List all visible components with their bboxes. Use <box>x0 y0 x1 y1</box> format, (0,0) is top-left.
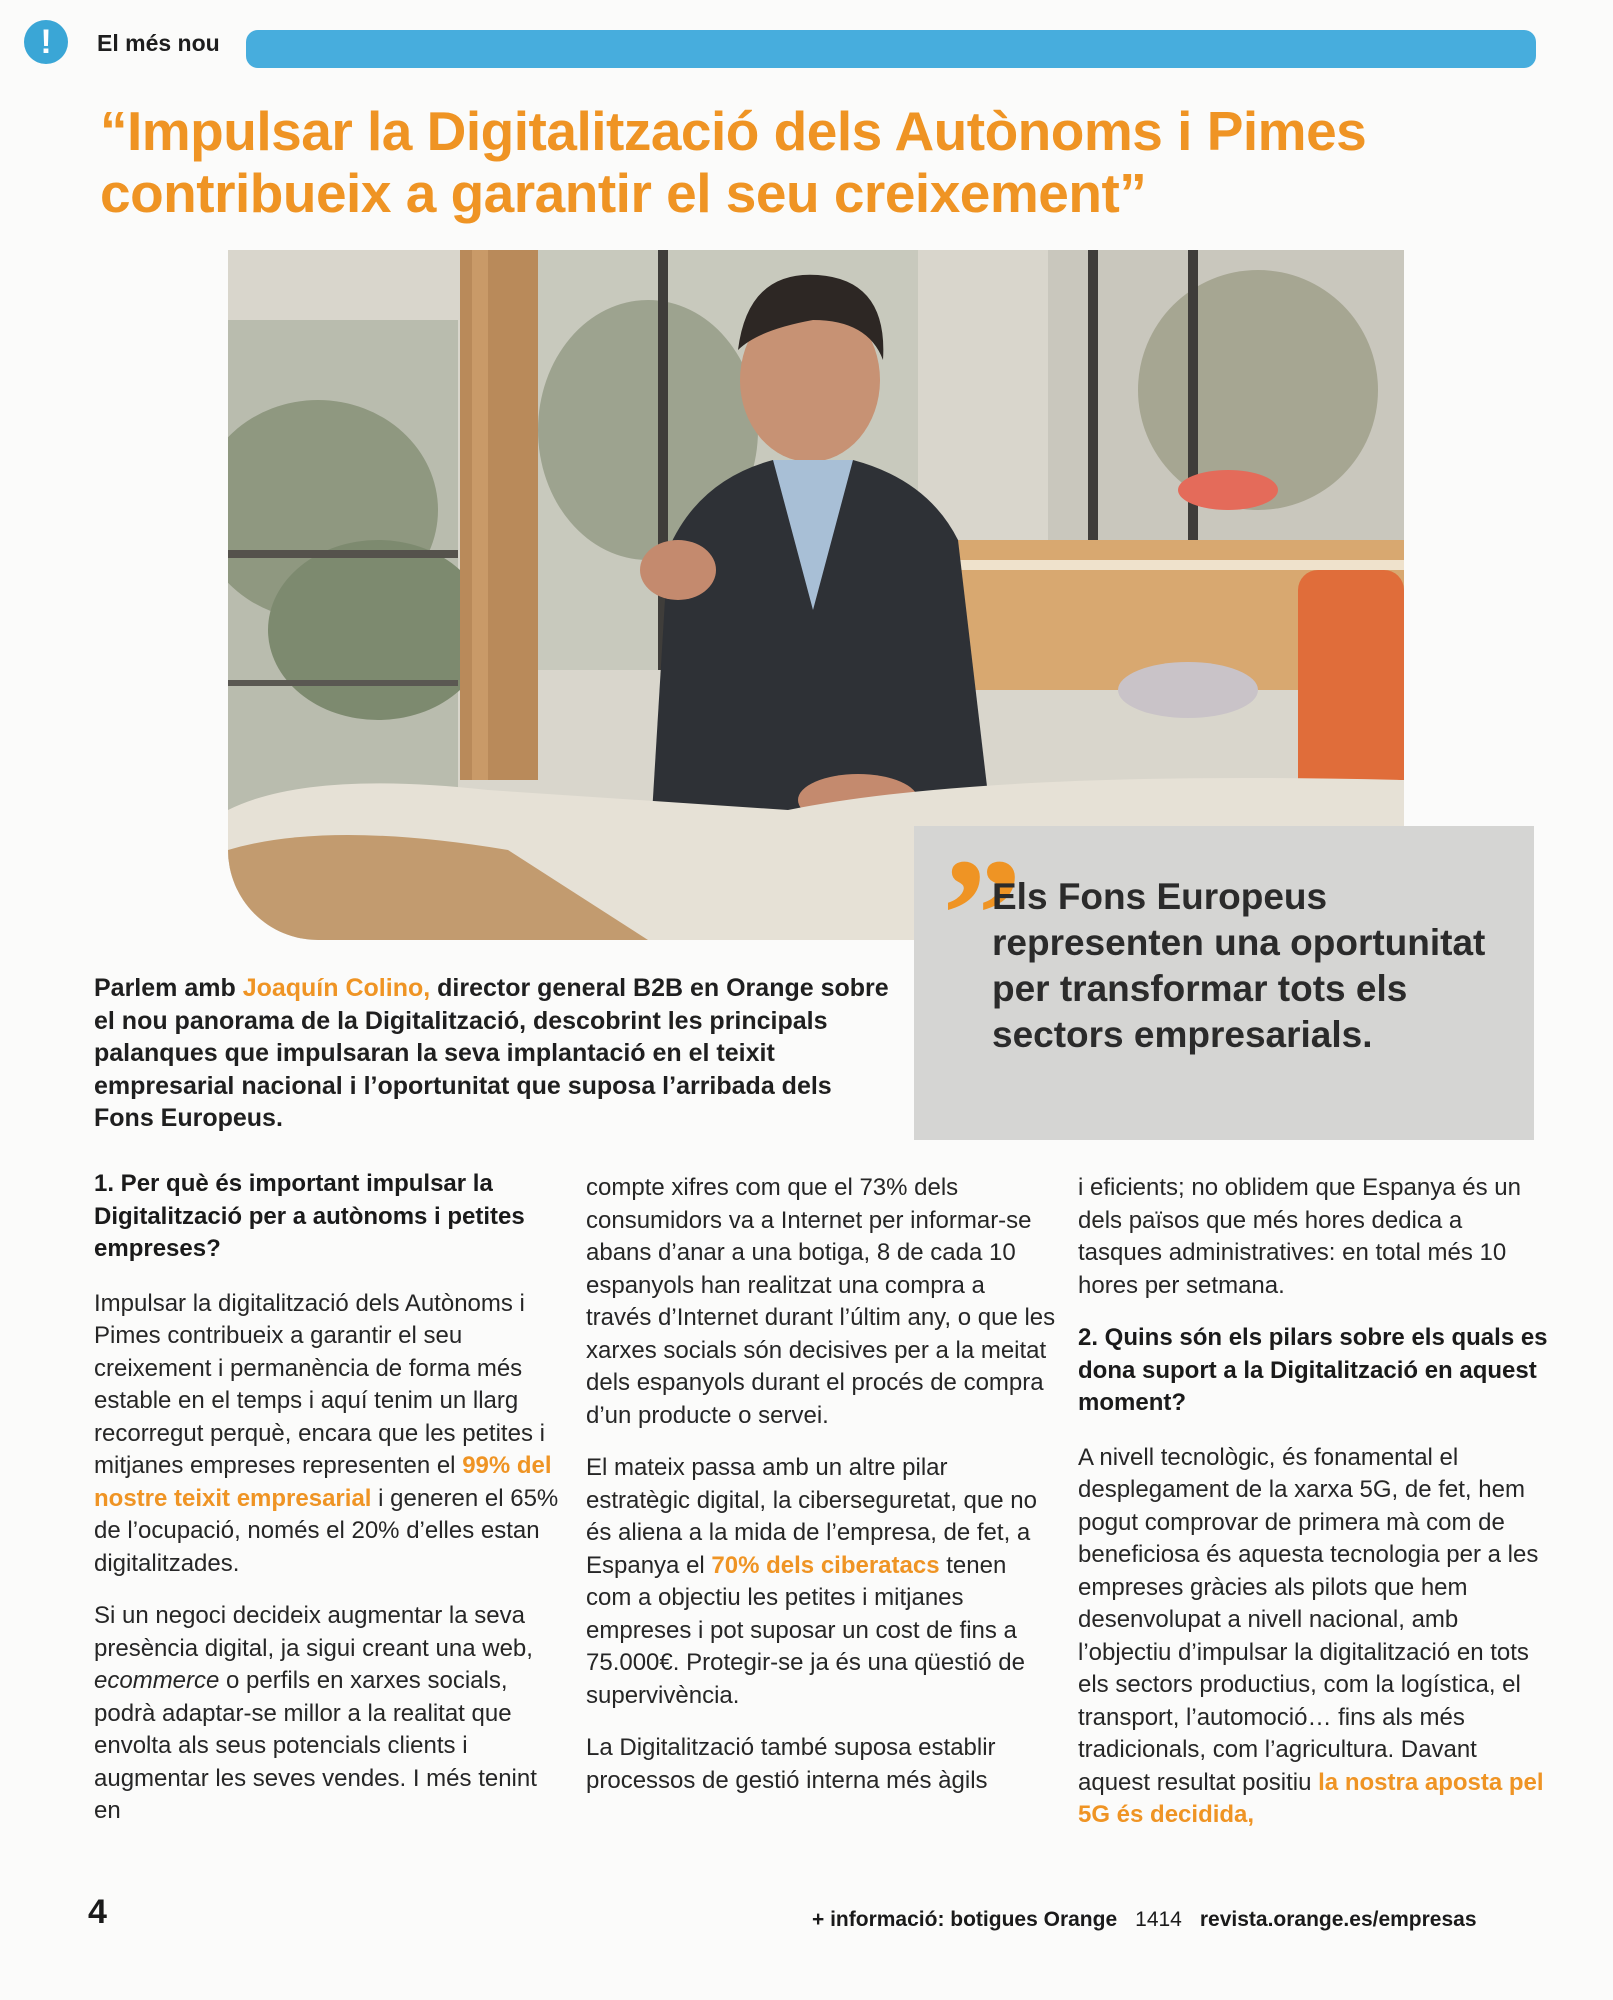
headline-line-2: contribueix a garantir el seu creixement” <box>100 162 1147 224</box>
headline <box>100 100 1520 224</box>
answer-text: A nivell tecnològic, és fonamental el desplegament de la xarxa 5G, de fet, hem pogut comprovar de primera mà com de beneficiosa és aquesta tecnologia per a les empreses gràcies als pilots que hem desenvolupat a nivell nacional, amb l’objectiu d’impulsar la digitalització en tots els sectors productius, com la logística, el transport, l’automoció… fins als més tradicionals, com l’agricultura. Davant aquest resultat positiu <box>1078 1443 1539 1796</box>
section-label: El més nou <box>97 30 220 56</box>
exclamation-icon: ! <box>24 20 68 64</box>
question-1: 1. Per què és important impulsar la Digitalització per a autònoms i petites empreses? <box>94 1170 525 1262</box>
column-2 <box>586 1172 1056 1817</box>
highlight-text: 99% del nostre teixit empresarial <box>94 1452 552 1512</box>
italic-term: ecommerce <box>94 1667 220 1694</box>
answer-text: tenen com a objectiu les petites i mitjanes empreses i pot suposar un cost de fins a 75.000€. Protegir-se ja és una qüestió de supervivència. <box>586 1551 1025 1709</box>
intro-paragraph <box>94 972 894 1135</box>
answer-paragraph: compte xifres com que el 73% dels consumidors va a Internet per informar-se abans d’anar a una botiga, 8 de cada 10 espanyols han realitzat una compra a través d’Internet durant l’últim any, o que les xarxes socials són decisives per a la meitat dels espanyols durant el procés de compra d’un producte o servei. <box>586 1174 1056 1429</box>
answer-text: i generen el 65% de l’ocupació, només el 20% d’elles estan digitalitzades. <box>94 1484 559 1577</box>
header-bar <box>246 30 1536 68</box>
answer-text: o perfils en xarxes socials, podrà adaptar-se millor a la realitat que envolta als seus potencials clients i augmentar les seves vendes. I més tenint en <box>94 1667 537 1824</box>
footer-info: + informació: botigues Orange <box>812 1908 1118 1931</box>
answer-text: Si un negoci decideix augmentar la seva presència digital, ja sigui creant una web, <box>94 1602 533 1662</box>
highlight-text: 70% dels ciberatacs <box>711 1551 940 1579</box>
answer-paragraph: i eficients; no oblidem que Espanya és un dels països que més hores dedica a tasques administratives: en total més 10 hores per setmana. <box>1078 1174 1521 1299</box>
intro-text: Parlem amb <box>94 974 243 1002</box>
answer-paragraph <box>1078 1442 1548 1832</box>
footer-url: revista.orange.es/empresas <box>1199 1908 1477 1931</box>
highlight-text: la nostra aposta pel 5G és decidida, <box>1078 1768 1544 1828</box>
page-number: 4 <box>88 1893 107 1931</box>
answer-text: Impulsar la digitalització dels Autònoms i Pimes contribueix a garantir el seu creixement i permanència de forma més estable en el temps i aquí tenim un llarg recorregut perquè, encara que les petites i mitjanes empreses representen el <box>94 1289 545 1479</box>
question-2: 2. Quins són els pilars sobre els quals es dona suport a la Digitalització en aquest moment? <box>1078 1324 1548 1416</box>
pull-quote-text: Els Fons Europeus representen una oportunitat per transformar tots els sectors empresarials. <box>992 876 1486 1055</box>
pull-quote <box>914 826 1534 1140</box>
answer-paragraph <box>586 1452 1056 1712</box>
answer-paragraph: La Digitalització també suposa establir processos de gestió interna més àgils <box>586 1734 996 1794</box>
column-1 <box>94 1168 564 1848</box>
quote-mark-icon: ” <box>942 825 1022 1003</box>
intro-text-rest: director general B2B en Orange sobre el nou panorama de la Digitalització, descobrint les principals palanques que impulsaran la seva implantació en el teixit empresarial nacional i l’oportunitat que suposa l’arribada dels Fons Europeus. <box>94 974 889 1132</box>
footer <box>812 1908 1477 1932</box>
footer-phone: 1414 <box>1135 1908 1182 1931</box>
column-3 <box>1078 1172 1548 1852</box>
interviewee-name: Joaquín Colino, <box>242 974 431 1002</box>
answer-paragraph <box>94 1288 564 1581</box>
answer-paragraph <box>94 1600 564 1828</box>
answer-text: El mateix passa amb un altre pilar estratègic digital, la ciberseguretat, que no és aliena a la mida de l’empresa, de fet, a Espanya el <box>586 1454 1037 1579</box>
headline-line-1: “Impulsar la Digitalització dels Autònoms i Pimes <box>100 100 1367 162</box>
